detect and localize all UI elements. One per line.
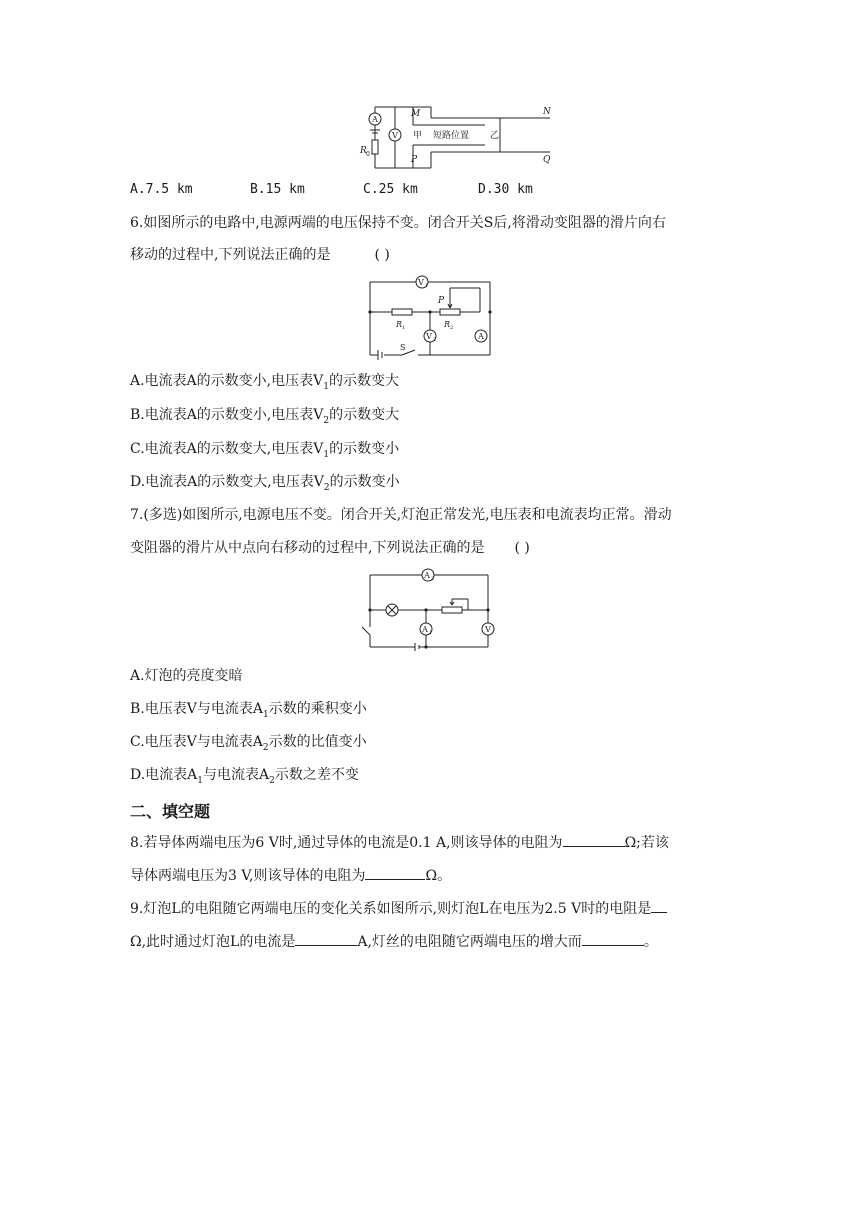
- q9-blank-3[interactable]: [582, 931, 644, 946]
- svg-text:2: 2: [431, 576, 435, 582]
- svg-text:A: A: [424, 571, 430, 580]
- q9-blank-1[interactable]: [651, 898, 667, 913]
- q5-option-b[interactable]: B.15 km: [250, 182, 305, 197]
- ammeter-a1-icon: [420, 623, 432, 636]
- q9-line1: 9.灯泡L的电阻随它两端电压的变化关系如图所示,则灯泡L在电压为2.5 V时的电阻是: [130, 898, 667, 919]
- svg-text:2: 2: [450, 325, 454, 331]
- ammeter-icon: [475, 330, 487, 342]
- q7-stem-line1: 7.(多选)如图所示,电源电压不变。闭合开关,灯泡正常发光,电压表和电流表均正常。滑动: [130, 507, 672, 523]
- q7-option-c[interactable]: C.电压表V与电流表$A_2$示数的比值变小: [130, 734, 367, 753]
- q5-option-d[interactable]: D.30 km: [478, 182, 533, 197]
- ammeter-icon: [369, 113, 381, 125]
- q6-option-c[interactable]: C.电流表A的示数变大,电压表$V_1$的示数变小: [130, 441, 400, 460]
- q7-circuit-figure: [360, 565, 500, 655]
- jia-label: 甲: [413, 131, 423, 141]
- svg-text:N: N: [543, 107, 551, 117]
- svg-text:2: 2: [433, 337, 437, 343]
- q7-option-a[interactable]: A.灯泡的亮度变暗: [130, 668, 243, 684]
- short-position-label: 短路位置: [433, 131, 470, 141]
- svg-text:V: V: [426, 332, 432, 341]
- q9-blank-2[interactable]: [295, 931, 357, 946]
- q6-stem-line1: 6.如图所示的电路中,电源两端的电压保持不变。闭合开关S后,将滑动变阻器的滑片向右: [130, 215, 666, 231]
- q7-answer-paren[interactable]: ( ): [514, 540, 530, 556]
- q5-option-c[interactable]: C.25 km: [363, 182, 418, 197]
- lamp-icon: [386, 604, 398, 616]
- q7-option-b[interactable]: B.电压表V与电流表$A_1$示数的乘积变小: [130, 701, 367, 720]
- svg-text:M: M: [411, 109, 421, 119]
- svg-text:S: S: [400, 343, 406, 352]
- q7-option-d[interactable]: D.电流表$A_1$与电流表$A_2$示数之差不变: [130, 767, 359, 786]
- svg-text:V: V: [418, 278, 424, 287]
- ammeter-a2-icon: [422, 569, 434, 582]
- q6-option-a[interactable]: A.电流表A的示数变小,电压表$V_1$的示数变大: [130, 373, 399, 392]
- svg-text:V: V: [485, 625, 491, 634]
- resistor-label: R: [360, 146, 367, 156]
- svg-text:A: A: [478, 332, 484, 341]
- q8-blank-1[interactable]: [563, 832, 625, 847]
- svg-text:1: 1: [429, 630, 433, 636]
- svg-text:Q: Q: [543, 155, 551, 165]
- q8-blank-2[interactable]: [365, 865, 425, 880]
- q6-answer-paren[interactable]: ( ): [374, 247, 390, 263]
- svg-text:R: R: [396, 320, 403, 329]
- svg-text:0: 0: [366, 151, 370, 158]
- yi-label: 乙: [490, 131, 500, 141]
- q8-line1: 8.若导体两端电压为6 V时,通过导体的电流是0.1 A,则该导体的电阻为 Ω;若该: [130, 832, 669, 853]
- q5-option-a[interactable]: A.7.5 km: [130, 182, 193, 197]
- svg-text:A: A: [422, 625, 428, 634]
- q6-stem-line2: 移动的过程中,下列说法正确的是 ( ): [130, 247, 390, 263]
- svg-text:1: 1: [402, 325, 406, 331]
- q6-option-d[interactable]: D.电流表A的示数变大,电压表$V_2$的示数变小: [130, 474, 400, 493]
- svg-text:P: P: [411, 155, 418, 165]
- svg-text:P: P: [438, 296, 445, 306]
- q7-stem-line2: 变阻器的滑片从中点向右移动的过程中,下列说法正确的是 ( ): [130, 540, 530, 556]
- svg-text:A: A: [372, 115, 378, 124]
- q6-circuit-figure: [360, 270, 500, 360]
- svg-text:1: 1: [425, 283, 429, 289]
- q6-option-b[interactable]: B.电流表A的示数变小,电压表$V_2$的示数变大: [130, 407, 400, 426]
- q9-line2: Ω,此时通过灯泡L的电流是 A,灯丝的电阻随它两端电压的增大而 。: [130, 931, 658, 952]
- q5-circuit-figure: [355, 100, 555, 180]
- section-title-fill-in: 二、填空题: [130, 802, 211, 821]
- voltmeter-v1-icon: [416, 276, 428, 289]
- svg-text:R: R: [444, 320, 451, 329]
- q8-line2: 导体两端电压为3 V,则该导体的电阻为 Ω。: [130, 865, 451, 886]
- voltmeter-icon: [482, 623, 494, 635]
- voltmeter-icon: [389, 129, 401, 141]
- voltmeter-v2-icon: [424, 330, 436, 343]
- svg-text:V: V: [392, 131, 398, 140]
